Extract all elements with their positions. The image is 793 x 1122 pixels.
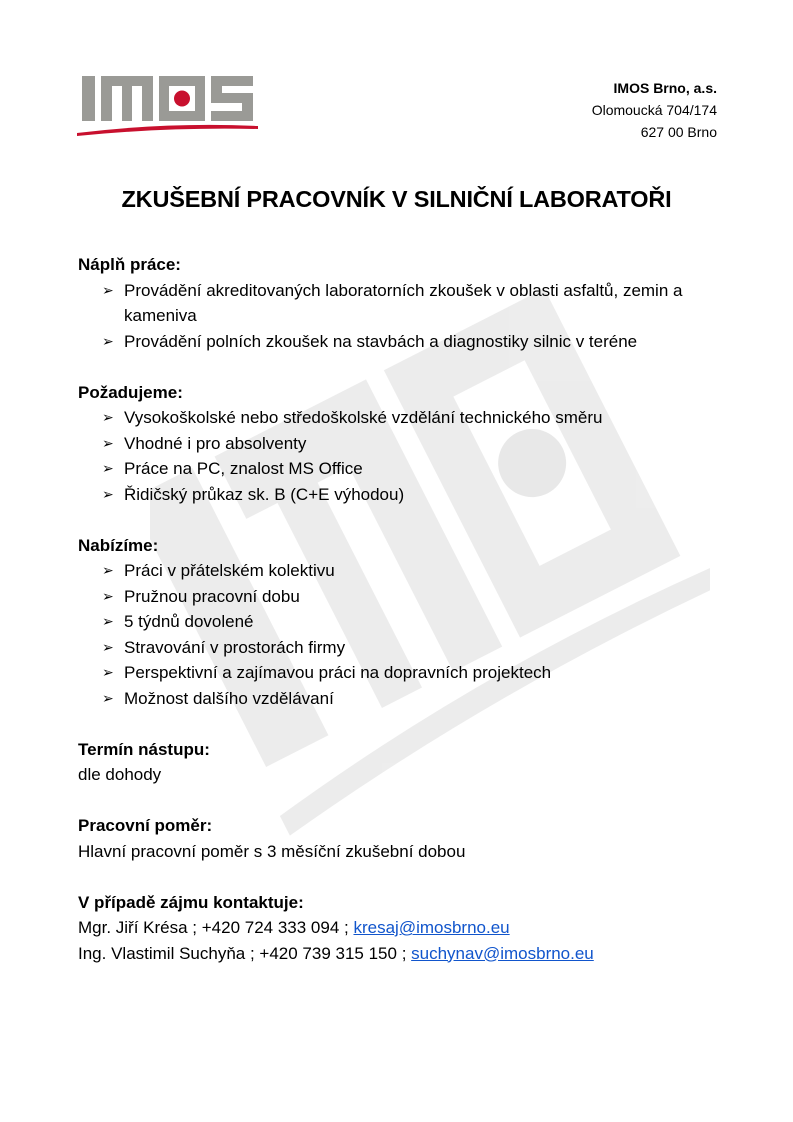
arrowhead-bullet-icon: ➢ [102,587,114,604]
bullet-list-nabizime [78,558,738,711]
email-link[interactable]: suchynav@imosbrno.eu [411,943,594,963]
arrowhead-bullet-icon: ➢ [102,664,114,680]
section-pomer [78,813,738,864]
arrowhead-bullet-icon: ➢ [102,409,114,425]
list-item-text: Řidičský průkaz sk. B (C+E výhodou) [124,484,405,504]
arrowhead-bullet-icon: ➢ [102,281,114,298]
list-item [102,635,738,661]
arrowhead-bullet-icon: ➢ [102,638,114,655]
contact-line [78,941,738,967]
company-name: IMOS Brno, a.s. [613,80,717,96]
list-item [102,456,738,482]
list-item [102,278,738,329]
list-item-text: Pružnou pracovní dobu [124,586,300,606]
list-item [102,329,738,355]
arrowhead-bullet-icon: ➢ [102,332,114,349]
list-item-text: Práci v přátelském kolektivu [124,561,335,580]
employment-type-text: Hlavní pracovní poměr s 3 měsíční zkušební dobou [78,841,466,861]
list-item [102,584,738,610]
company-address-line2: 627 00 Brno [640,124,717,140]
list-item [102,686,738,712]
company-address-block [592,77,717,143]
section-heading-nabizime: Nabízíme: [78,535,159,555]
list-item-text: Stravování v prostorách firmy [124,637,346,657]
arrowhead-bullet-icon: ➢ [102,434,114,451]
list-item-text: Perspektivní a zajímavou práci na dopravních projektech [124,663,552,682]
list-item [102,558,738,584]
section-napln [78,252,738,354]
arrowhead-bullet-icon: ➢ [102,460,114,476]
list-item-text: 5 týdnů dovolené [124,612,254,631]
contact-details: Mgr. Jiří Krésa ; +420 724 333 094 ; [78,918,354,937]
bullet-list-napln [78,278,738,355]
list-item-text: Možnost dalšího vzdělávaní [124,688,334,708]
email-link[interactable]: kresaj@imosbrno.eu [353,918,510,937]
job-description [78,252,738,966]
list-item [102,405,738,431]
list-item-text: Provádění polních zkoušek na stavbách a diagnostiky silnic v teréne [124,331,638,351]
list-item [102,431,738,457]
list-item [102,660,738,686]
contact-details: Ing. Vlastimil Suchyňa ; +420 739 315 150 ; [78,943,412,963]
section-heading-nastup: Termín nástupu: [78,739,210,759]
start-date-text: dle dohody [78,765,162,784]
list-item [102,609,738,635]
list-item-text: Vysokoškolské nebo středoškolské vzdělání technického směru [124,408,603,427]
list-item-text: Vhodné i pro absolventy [124,433,307,453]
bullet-list-pozadujeme [78,405,738,507]
arrowhead-bullet-icon: ➢ [102,485,114,502]
list-item [102,482,738,508]
arrowhead-bullet-icon: ➢ [102,562,114,578]
section-heading-napln: Náplň práce: [78,255,181,274]
page-title: ZKUŠEBNÍ PRACOVNÍK V SILNIČNÍ LABORATOŘI [121,186,672,212]
section-heading-pozadujeme: Požadujeme: [78,382,183,402]
company-address-line1: Olomoucká 704/174 [591,102,717,118]
section-pozadujeme [78,380,738,508]
section-heading-kontakt: V případě zájmu kontaktuje: [78,892,304,912]
contact-line [78,915,738,941]
list-item-text: Provádění akreditovaných laboratorních zkoušek v oblasti asfaltů, zemin a kameniva [124,280,683,325]
section-nabizime [78,533,738,712]
arrowhead-bullet-icon: ➢ [102,689,114,706]
list-item-text: Práce na PC, znalost MS Office [124,459,363,478]
section-heading-pomer: Pracovní poměr: [78,816,213,835]
section-kontakt [78,890,738,967]
arrowhead-bullet-icon: ➢ [102,613,114,629]
section-nastup [78,737,738,788]
imos-logo [76,72,262,138]
